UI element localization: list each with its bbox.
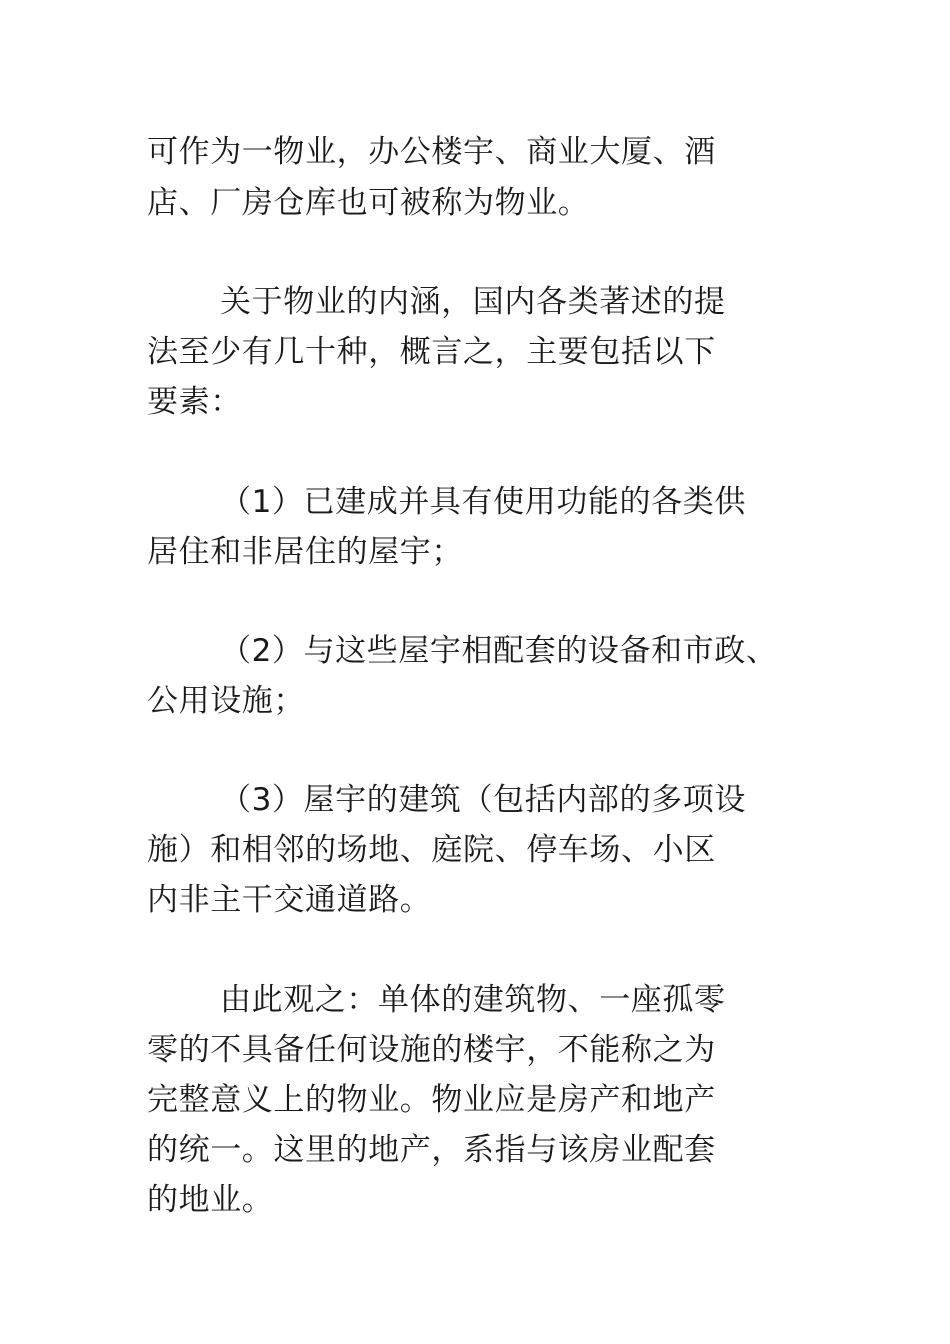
- paragraph-3-line-2: 居住和非居住的屋宇；: [147, 534, 463, 570]
- paragraph-2-line-1: 关于物业的内涵，国内各类著述的提: [220, 284, 726, 320]
- paragraph-4-line-1: （2）与这些屋宇相配套的设备和市政、: [220, 633, 778, 669]
- paragraph-1-line-2: 店、厂房仓库也可被称为物业。: [147, 185, 590, 221]
- paragraph-2-line-3: 要素：: [147, 384, 242, 420]
- paragraph-4-line-2: 公用设施；: [147, 683, 305, 719]
- paragraph-3-line-1: （1）已建成并具有使用功能的各类供: [220, 484, 746, 520]
- paragraph-5-line-1: （3）屋宇的建筑（包括内部的多项设: [220, 782, 746, 818]
- paragraph-6-line-4: 的统一。这里的地产，系指与该房业配套: [147, 1132, 716, 1168]
- paragraph-5-line-3: 内非主干交通道路。: [147, 882, 432, 918]
- paragraph-1-line-1: 可作为一物业，办公楼宇、商业大厦、酒: [147, 134, 716, 170]
- paragraph-6-line-1: 由此观之：单体的建筑物、一座孤零: [220, 982, 726, 1018]
- paragraph-6-line-2: 零的不具备任何设施的楼宇，不能称之为: [147, 1032, 716, 1068]
- paragraph-6-line-3: 完整意义上的物业。物业应是房产和地产: [147, 1082, 716, 1118]
- paragraph-6-line-5: 的地业。: [147, 1182, 274, 1218]
- paragraph-5-line-2: 施）和相邻的场地、庭院、停车场、小区: [147, 832, 716, 868]
- paragraph-2-line-2: 法至少有几十种，概言之，主要包括以下: [147, 334, 716, 370]
